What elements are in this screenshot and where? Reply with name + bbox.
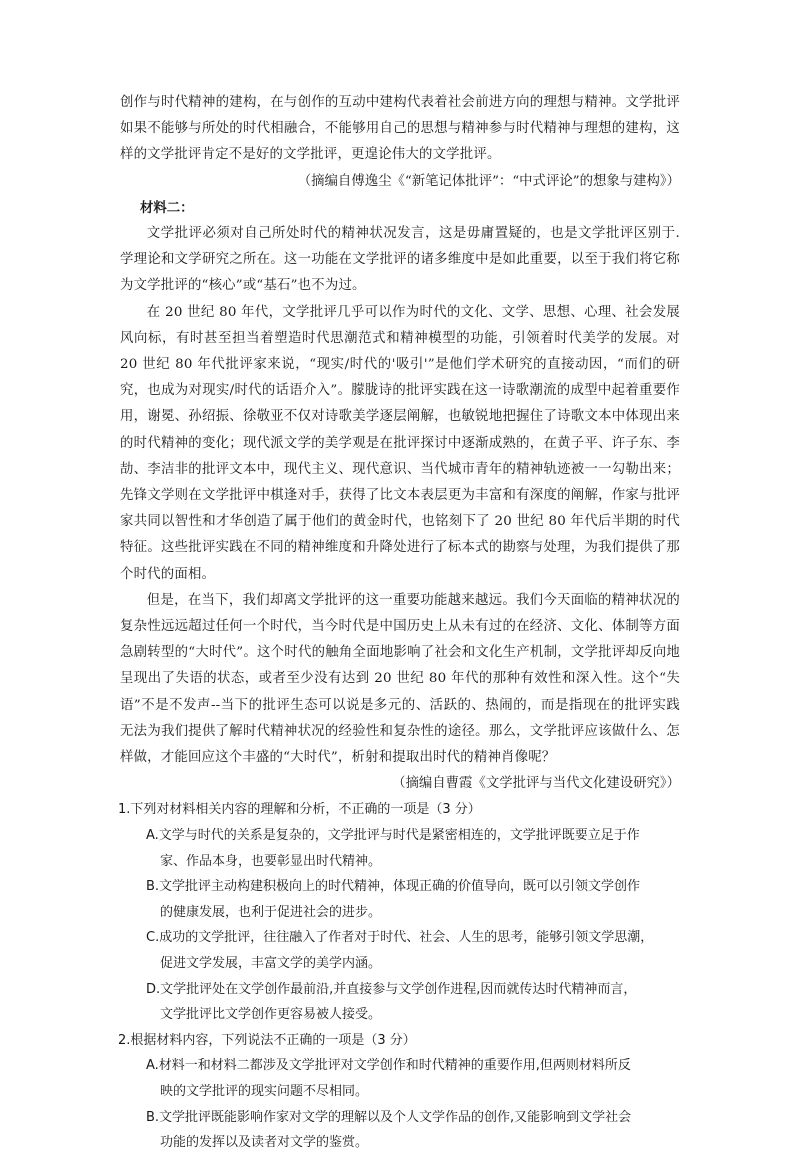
option-line-2: 促进文学发展，丰富文学的美学内涵。	[160, 956, 382, 972]
option-line-1: A.材料一和材料二都涉及文学批评对文学创作和时代精神的重要作用,但两则材料所反	[146, 1058, 631, 1074]
option-line-2: 文学批评比文学创作更容易被人接受。	[160, 1007, 382, 1023]
question-2	[120, 1028, 680, 1156]
option-line-1: D.文学批评处在文学创作最前沿,并直接参与文学创作进程,因而就传达时代精神而言，	[146, 981, 637, 997]
material-2-paragraph: 文学批评必须对自己所处时代的精神状况发言，这是毋庸置疑的，也是文学批评区别于.学理论和文学研究之所在。这一功能在文学批评的诸多维度中是如此重要，以至于我们将它称为文学批评的“核心”或“基石”也不为过。	[120, 226, 680, 294]
option-line-2: 家、作品本身，也要彰显出时代精神。	[160, 853, 382, 869]
document-page	[120, 90, 680, 1156]
source-citation-1: （摘编自傅逸尘《“新笔记体批评”：“中式评论”的想象与建构》）	[297, 173, 680, 189]
option-line-1: B.文学批评主动构建积极向上的时代精神，体现正确的价值导向，既可以引领文学创作	[146, 879, 641, 895]
option-line-2: 的健康发展，也利于促进社会的进步。	[160, 904, 382, 920]
option-a[interactable]	[146, 823, 680, 874]
intro-paragraph: 创作与时代精神的建构，在与创作的互动中建构代表着社会前进方向的理想与精神。文学批评如果不能够与所处的时代相融合，不能够用自己的思想与精神参与时代精神与理想的建构，这样的文学批评肯定不是好的文学批评，更遑论伟大的文学批评。	[120, 95, 680, 163]
material-2-paragraph: 在 20 世纪 80 年代，文学批评几乎可以作为时代的文化、文学、思想、心理、社会发展风向标，有时甚至担当着塑造时代思潮范式和精神模型的功能，引领着时代美学的发展。对 20 世纪 80 年代批评家来说，“现实/时代的'吸引'”是他们学术研究的直接动因，“而们的研究，也成为对现实/时代的话语介入”。朦胧诗的批评实践在这一诗歌潮流的成型中起着重要作用，谢冕、孙绍振、徐敬亚不仅对诗歌美学逐层阐解，也敏锐地把握住了诗歌文本中体现出来的时代精神的变化；现代派文学的美学观是在批评探讨中逐渐成熟的，在黄子平、许子东、李劼、李洁非的批评文本中，现代主义、现代意识、当代城市青年的精神轨迹被一一勾勒出来；先锋文学则在文学批评中棋逢对手，获得了比文本表层更为丰富和有深度的阐解，作家与批评家共同以智性和才华创造了属于他们的黄金时代，也铭刻下了 20 世纪 80 年代后半期的时代特征。这些批评实践在不同的精神维度和升降处进行了标本式的勘察与处理，为我们提供了那个时代的面相。	[120, 304, 680, 582]
option-a[interactable]	[146, 1053, 680, 1104]
option-line-1: A.文学与时代的关系是复杂的，文学批评与时代是紧密相连的，文学批评既要立足于作	[146, 828, 640, 844]
question-stem: 2.根据材料内容，下列说法不正确的一项是（3 分）	[118, 1032, 416, 1048]
option-line-2: 映的文学批评的现实问题不尽相同。	[160, 1084, 369, 1100]
source-citation-2: （摘编自曹霞《文学批评与当代文化建设研究》）	[392, 776, 680, 792]
material-2-paragraph: 但是，在当下，我们却离文学批评的这一重要功能越来越远。我们今天面临的精神状况的复杂性远远超过任何一个时代，当今时代是中国历史上从未有过的在经济、文化、体制等方面急剧转型的“大时代”。这个时代的触角全面地影响了社会和文化生产机制，文学批评却反向地呈现出了失语的状态，或者至少没有达到 20 世纪 80 年代的那种有效性和深入性。这个“失语”不是不发声--当下的批评生态可以说是多元的、活跃的、热闹的，而是指现在的批评实践无法为我们提供了解时代精神状况的经验性和复杂性的途径。那么，文学批评应该做什么、怎样做，才能回应这个丰盛的“大时代”，析射和提取出时代的精神肖像呢？	[120, 592, 680, 766]
material-2-heading: 材料二：	[140, 199, 194, 216]
option-line-1: C.成功的文学批评，往往融入了作者对于时代、社会、人生的思考，能够引领文学思潮，	[146, 930, 654, 946]
option-b[interactable]	[146, 1105, 680, 1156]
option-c[interactable]	[146, 925, 680, 976]
option-line-1: B.文学批评既能影响作家对文学的理解以及个人文学作品的创作,又能影响到文学社会	[146, 1109, 632, 1125]
option-b[interactable]	[146, 874, 680, 925]
question-1	[120, 797, 680, 1027]
question-stem: 1.下列对材料相关内容的理解和分析，不正确的一项是（3 分）	[118, 802, 481, 818]
option-line-2: 功能的发挥以及读者对文学的鉴赏。	[160, 1135, 369, 1151]
option-d[interactable]	[146, 977, 680, 1028]
